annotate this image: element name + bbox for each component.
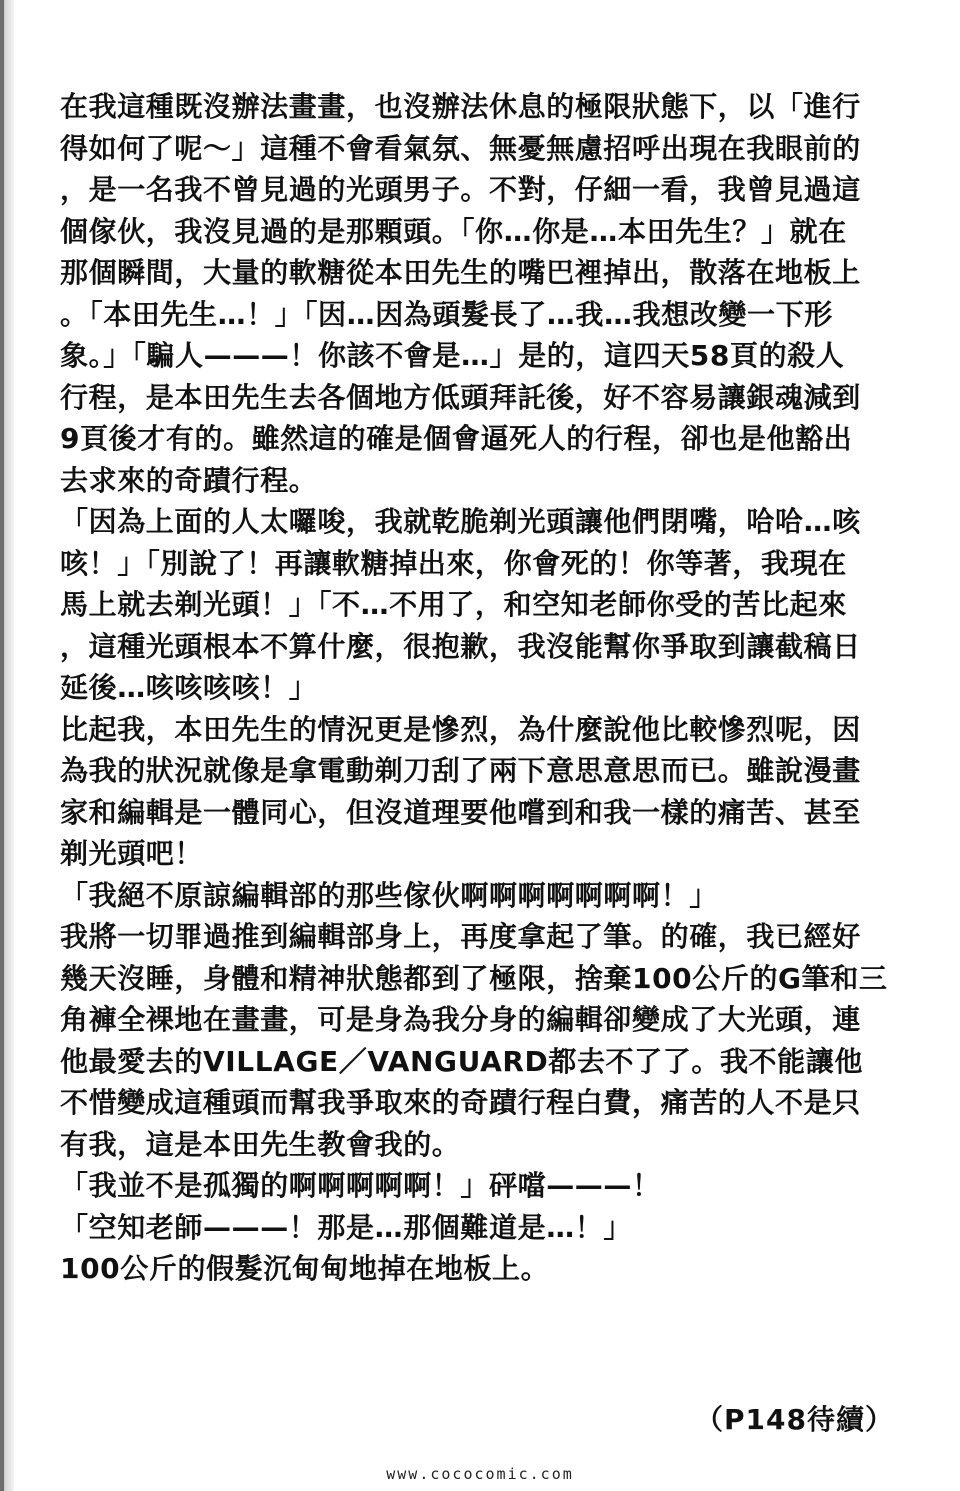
essay-text	[60, 86, 890, 1290]
text-line: 角褲全裸地在畫畫，可是身為我分身的編輯卻變成了大光頭，連	[60, 1003, 861, 1036]
text-line: 100公斤的假髮沉甸甸地掉在地板上。	[60, 1252, 550, 1285]
text-line: 馬上就去剃光頭！」「不…不用了，和空知老師你受的苦比起來	[60, 588, 847, 621]
text-line: 「因為上面的人太囉唆，我就乾脆剃光頭讓他們閉嘴，哈哈…咳	[60, 505, 861, 538]
text-line: 他最愛去的VILLAGE／VANGUARD都去不了了。我不能讓他	[60, 1044, 863, 1078]
text-line: 個傢伙，我沒見過的是那顆頭。「你…你是…本田先生？」就在	[60, 214, 847, 248]
text-line: 去求來的奇蹟行程。	[60, 463, 318, 497]
text-line: 為我的狀況就像是拿電動剃刀刮了兩下意思意思而已。雖說漫畫	[60, 754, 861, 787]
text-line: 行程，是本田先生去各個地方低頭拜託後，好不容易讓銀魂減到	[60, 380, 861, 414]
text-line: 剃光頭吧！	[60, 837, 204, 870]
text-line: 9頁後才有的。雖然這的確是個會逼死人的行程，卻也是他豁出	[60, 422, 853, 455]
text-line: 在我這種既沒辦法畫畫，也沒辦法休息的極限狀態下，以「進行	[60, 90, 861, 123]
text-line: 那個瞬間，大量的軟糖從本田先生的嘴巴裡掉出，散落在地板上	[60, 256, 861, 289]
scan-edge-binding	[0, 0, 4, 1491]
text-line: 咳！」「別說了！再讓軟糖掉出來，你會死的！你等著，我現在	[60, 546, 847, 580]
text-line: 延後…咳咳咳咳！」	[60, 671, 318, 704]
text-line: 比起我，本田先生的情況更是慘烈，為什麼說他比較慘烈呢，因	[60, 712, 861, 746]
text-line: 「我並不是孤獨的啊啊啊啊啊！」砰噹———！	[60, 1169, 661, 1202]
text-line: 幾天沒睡，身體和精神狀態都到了極限，捨棄100公斤的G筆和三	[60, 961, 888, 995]
text-line: 「我絕不原諒編輯部的那些傢伙啊啊啊啊啊啊啊！」	[60, 878, 718, 912]
site-watermark-url: www.cococomic.com	[386, 1465, 574, 1483]
text-line: 。「本田先生…！」「因…因為頭髮長了…我…我想改變一下形	[60, 297, 833, 331]
text-line: 不惜變成這種頭而幫我爭取來的奇蹟行程白費，痛苦的人不是只	[60, 1086, 861, 1119]
text-line: 象。」「騙人———！你該不會是…」是的，這四天58頁的殺人	[60, 339, 845, 372]
text-line: 「空知老師———！那是…那個難道是…！」	[60, 1210, 633, 1244]
text-line: 得如何了呢～」這種不會看氣氛、無憂無慮招呼出現在我眼前的	[60, 131, 861, 165]
text-line: ，這種光頭根本不算什麼，很抱歉，我沒能幫你爭取到讓截稿日	[60, 629, 861, 663]
text-line: 家和編輯是一體同心，但沒道理要他嚐到和我一樣的痛苦、甚至	[60, 795, 861, 829]
text-line: ，是一名我不曾見過的光頭男子。不對，仔細一看，我曾見過這	[60, 173, 861, 206]
text-line: 有我，這是本田先生教會我的。	[60, 1127, 461, 1161]
continued-note: （P148待續）	[695, 1403, 894, 1436]
text-line: 我將一切罪過推到編輯部身上，再度拿起了筆。的確，我已經好	[60, 920, 861, 953]
